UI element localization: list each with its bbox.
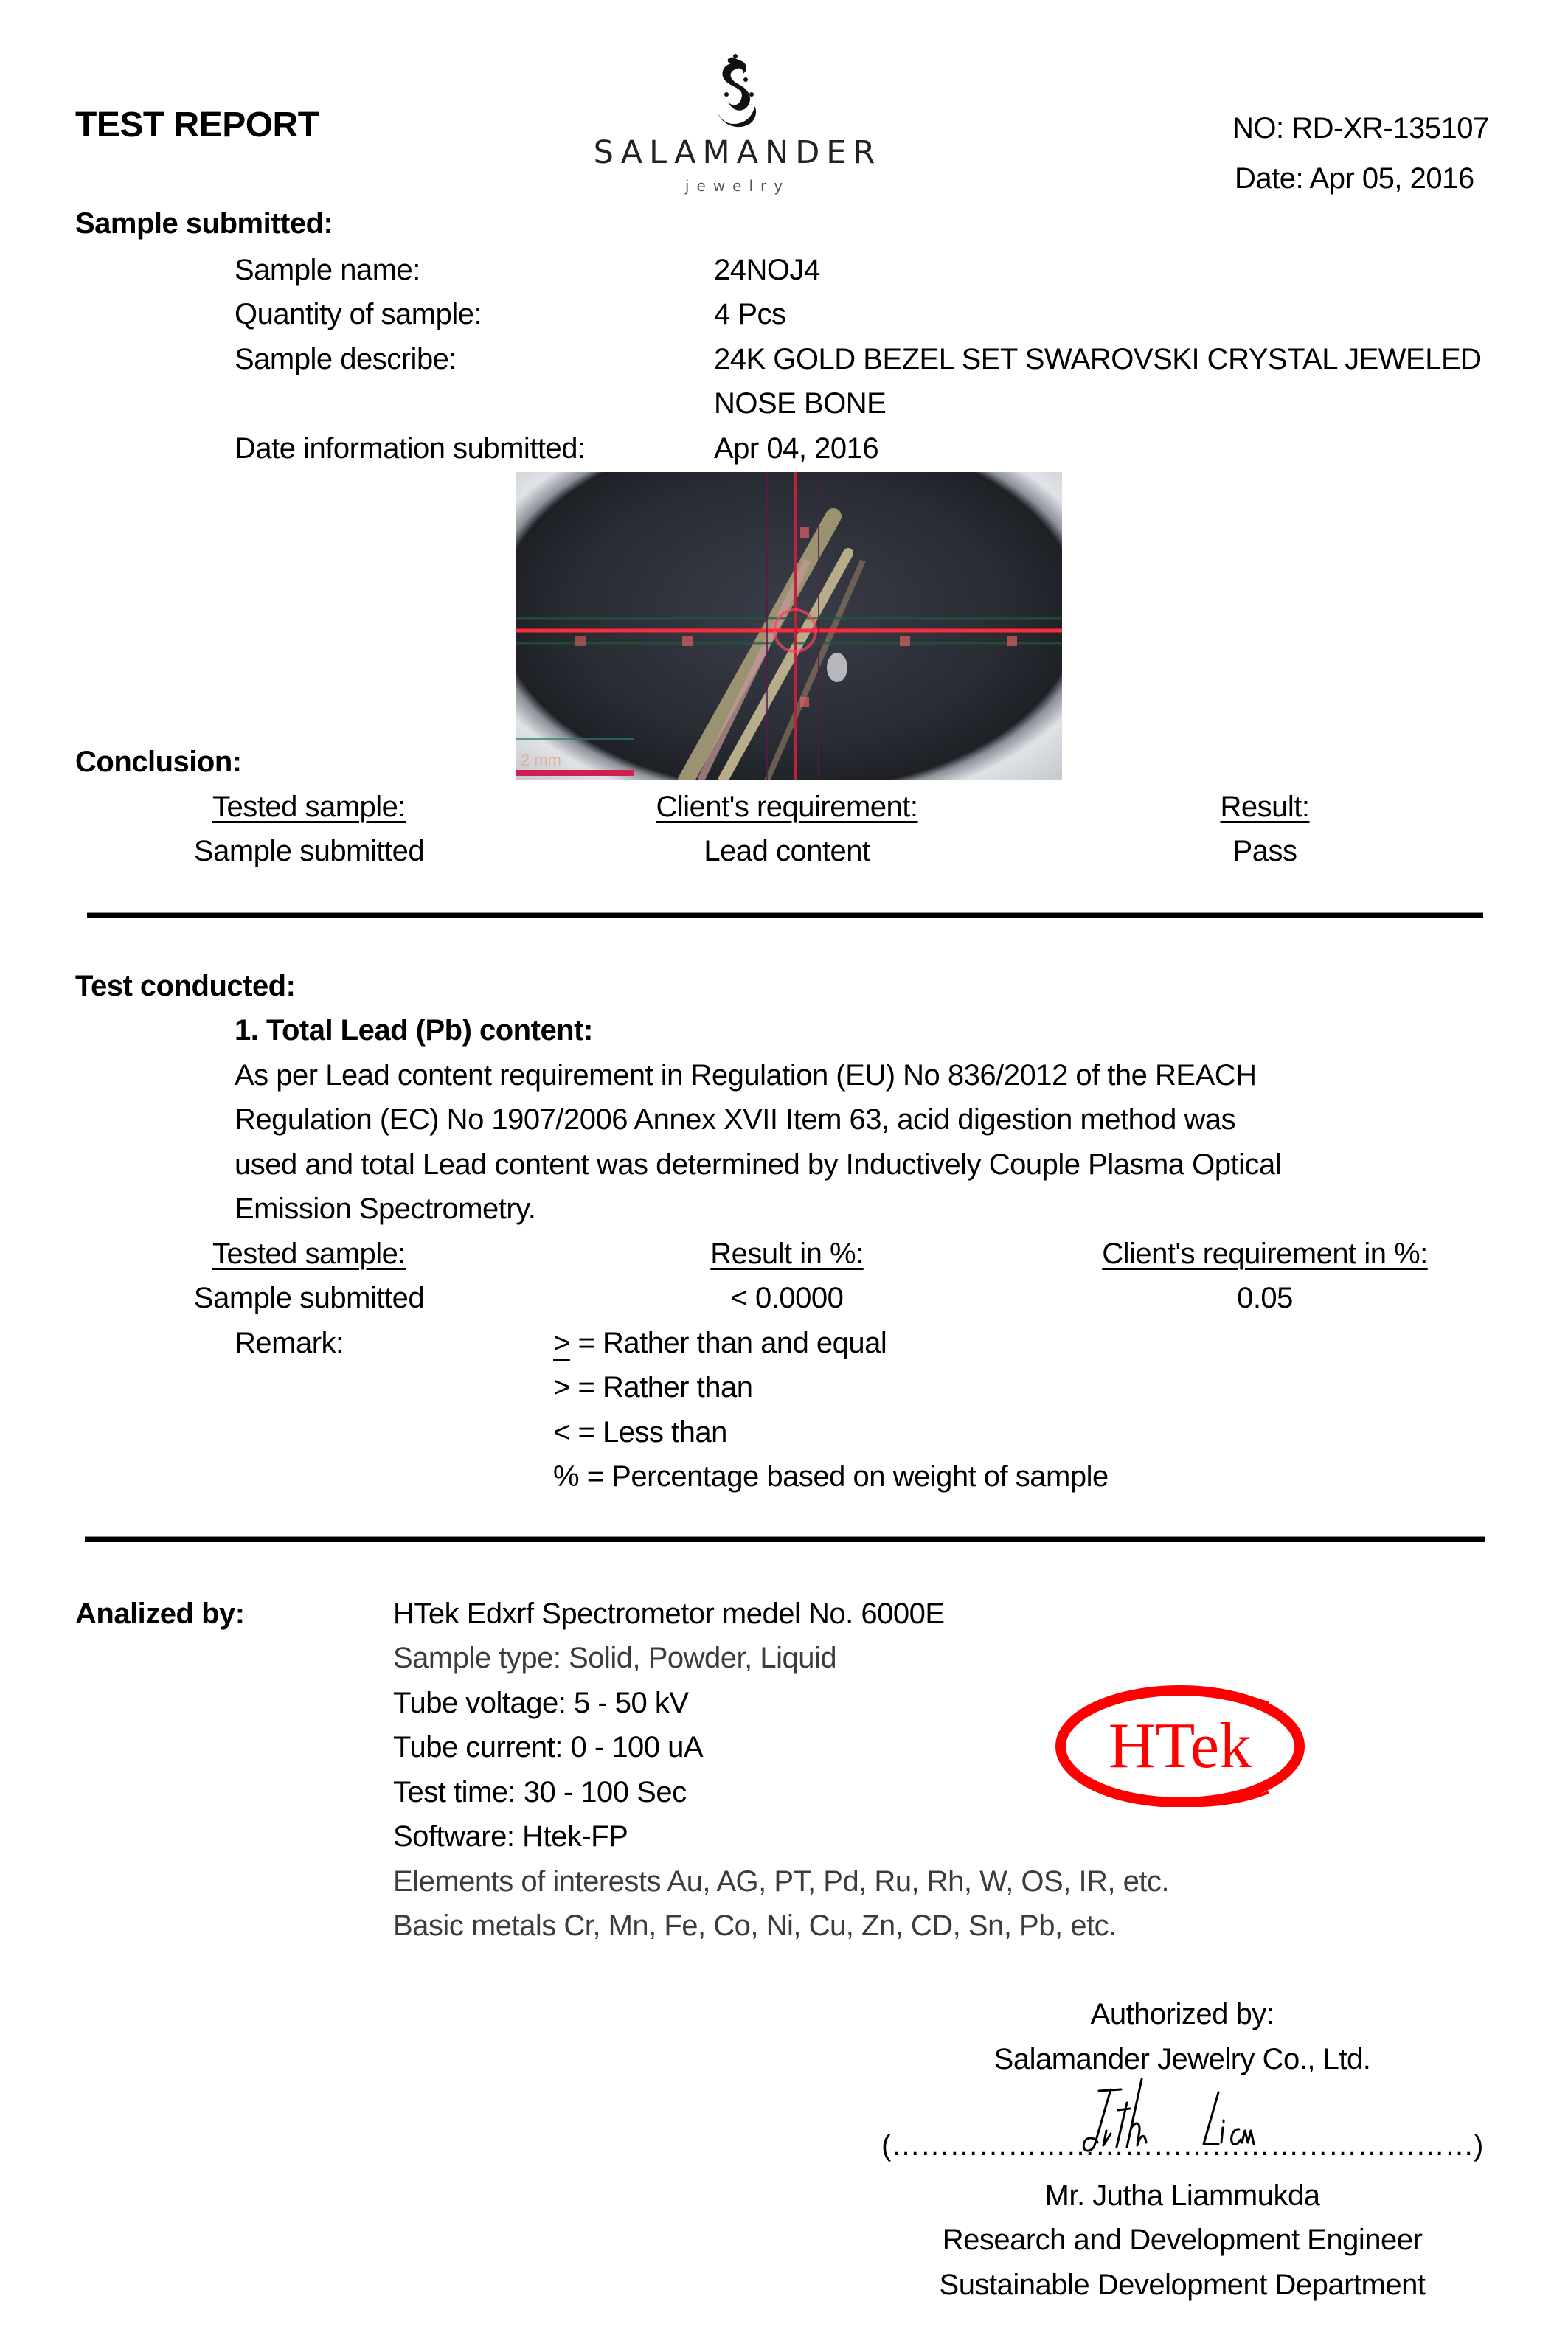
field-value-date-submitted: Apr 04, 2016 [714, 432, 879, 465]
analyzer-line-sample-type: Sample type: Solid, Powder, Liquid [393, 1642, 837, 1674]
conclusion-col-tested-sample: Tested sample: [212, 791, 406, 823]
signatory-title: Research and Development Engineer [942, 2224, 1423, 2256]
sample-photo [516, 472, 1062, 780]
analyzer-line-test-time: Test time: 30 - 100 Sec [393, 1776, 687, 1808]
test-col-client-requirement-percent: Client's requirement in %: [1102, 1238, 1428, 1270]
report-title: TEST REPORT [75, 105, 319, 145]
field-label-quantity: Quantity of sample: [235, 298, 482, 330]
report-date: Date: Apr 05, 2016 [1235, 162, 1474, 195]
conclusion-col-result: Result: [1220, 791, 1310, 823]
remark-symbol: > [553, 1371, 570, 1404]
test-col-tested-sample: Tested sample: [212, 1238, 406, 1270]
analyzed-by-label: Analized by: [75, 1598, 245, 1630]
section-divider [85, 1536, 1485, 1542]
analyzer-line-tube-current: Tube current: 0 - 100 uA [393, 1731, 704, 1763]
conclusion-col-client-requirement: Client's requirement: [656, 791, 918, 823]
test-tested-sample-value: Sample submitted [193, 1282, 425, 1314]
signature-line: (……………………………………………………) [881, 2129, 1483, 2162]
remark-symbol: % [553, 1460, 580, 1493]
remark-item [553, 1413, 727, 1451]
scale-bar-label: 2 mm [521, 751, 561, 769]
remark-item [553, 1457, 1109, 1496]
analyzer-line-basic-metals: Basic metals Cr, Mn, Fe, Co, Ni, Cu, Zn, CD, Sn, Pb, etc. [393, 1909, 1117, 1942]
conclusion-requirement-value: Lead content [704, 835, 870, 867]
conclusion-result-value: Pass [1232, 835, 1297, 867]
sample-photo-drawing [516, 472, 1062, 780]
remark-symbol: > [553, 1327, 570, 1359]
field-value-sample-describe: 24K GOLD BEZEL SET SWAROVSKI CRYSTAL JEWELED [714, 343, 1482, 375]
remark-text: = Percentage based on weight of sample [579, 1460, 1109, 1493]
test-requirement-value: 0.05 [1237, 1282, 1293, 1314]
test-description-line: Emission Spectrometry. [235, 1193, 536, 1225]
test-result-value: < 0.0000 [730, 1282, 844, 1314]
report-number: NO: RD-XR-135107 [1232, 112, 1489, 145]
field-value-sample-name: 24NOJ4 [714, 254, 820, 286]
logo-wordmark: SALAMANDER [593, 134, 882, 171]
remark-text: = Rather than [569, 1371, 753, 1404]
htek-logo-mark [1047, 1674, 1305, 1807]
analyzer-line-elements: Elements of interests Au, AG, PT, Pd, Ru, Rh, W, OS, IR, etc. [393, 1865, 1170, 1898]
scale-bar [516, 738, 634, 776]
analyzer-line-software: Software: Htek-FP [393, 1820, 628, 1853]
salamander-logo [561, 53, 915, 201]
analyzer-line-tube-voltage: Tube voltage: 5 - 50 kV [393, 1687, 689, 1719]
remark-text: = Rather than and equal [569, 1327, 887, 1359]
remark-label: Remark: [235, 1327, 344, 1359]
remark-item [553, 1324, 887, 1362]
field-label-sample-name: Sample name: [235, 254, 420, 286]
field-value-quantity: 4 Pcs [714, 298, 786, 330]
signatory-department: Sustainable Development Department [939, 2269, 1426, 2301]
authorized-by-label: Authorized by: [1090, 1998, 1274, 2030]
test-col-result-percent: Result in %: [710, 1238, 864, 1270]
remark-text: = Less than [569, 1416, 727, 1449]
section-heading-conclusion: Conclusion: [75, 746, 242, 778]
test-description-line: Regulation (EC) No 1907/2006 Annex XVII Item 63, acid digestion method was [235, 1103, 1236, 1136]
remark-symbol: < [553, 1416, 570, 1449]
analyzer-line-model: HTek Edxrf Spectrometor medel No. 6000E [393, 1598, 945, 1630]
field-label-date-submitted: Date information submitted: [235, 432, 586, 465]
salamander-icon [712, 53, 763, 134]
htek-logo-text: HTek [1108, 1710, 1252, 1782]
test-description-line: As per Lead content requirement in Regulation (EU) No 836/2012 of the REACH [235, 1059, 1257, 1092]
section-heading-test-conducted: Test conducted: [75, 970, 296, 1002]
authorized-company: Salamander Jewelry Co., Ltd. [993, 2043, 1371, 2075]
test-item-title: 1. Total Lead (Pb) content: [235, 1014, 593, 1047]
section-divider [87, 912, 1483, 918]
remark-item [553, 1368, 752, 1406]
section-heading-sample-submitted: Sample submitted: [75, 207, 333, 240]
field-value-sample-describe-line2: NOSE BONE [714, 387, 887, 420]
field-label-sample-describe: Sample describe: [235, 343, 457, 375]
logo-subtitle: jewelry [684, 177, 791, 195]
nose-bone-rods [686, 516, 863, 780]
signatory-name: Mr. Jutha Liammukda [1044, 2179, 1320, 2212]
test-description-line: used and total Lead content was determined by Inductively Couple Plasma Optical [235, 1148, 1282, 1181]
conclusion-tested-sample-value: Sample submitted [193, 835, 425, 867]
htek-logo [1047, 1674, 1305, 1807]
